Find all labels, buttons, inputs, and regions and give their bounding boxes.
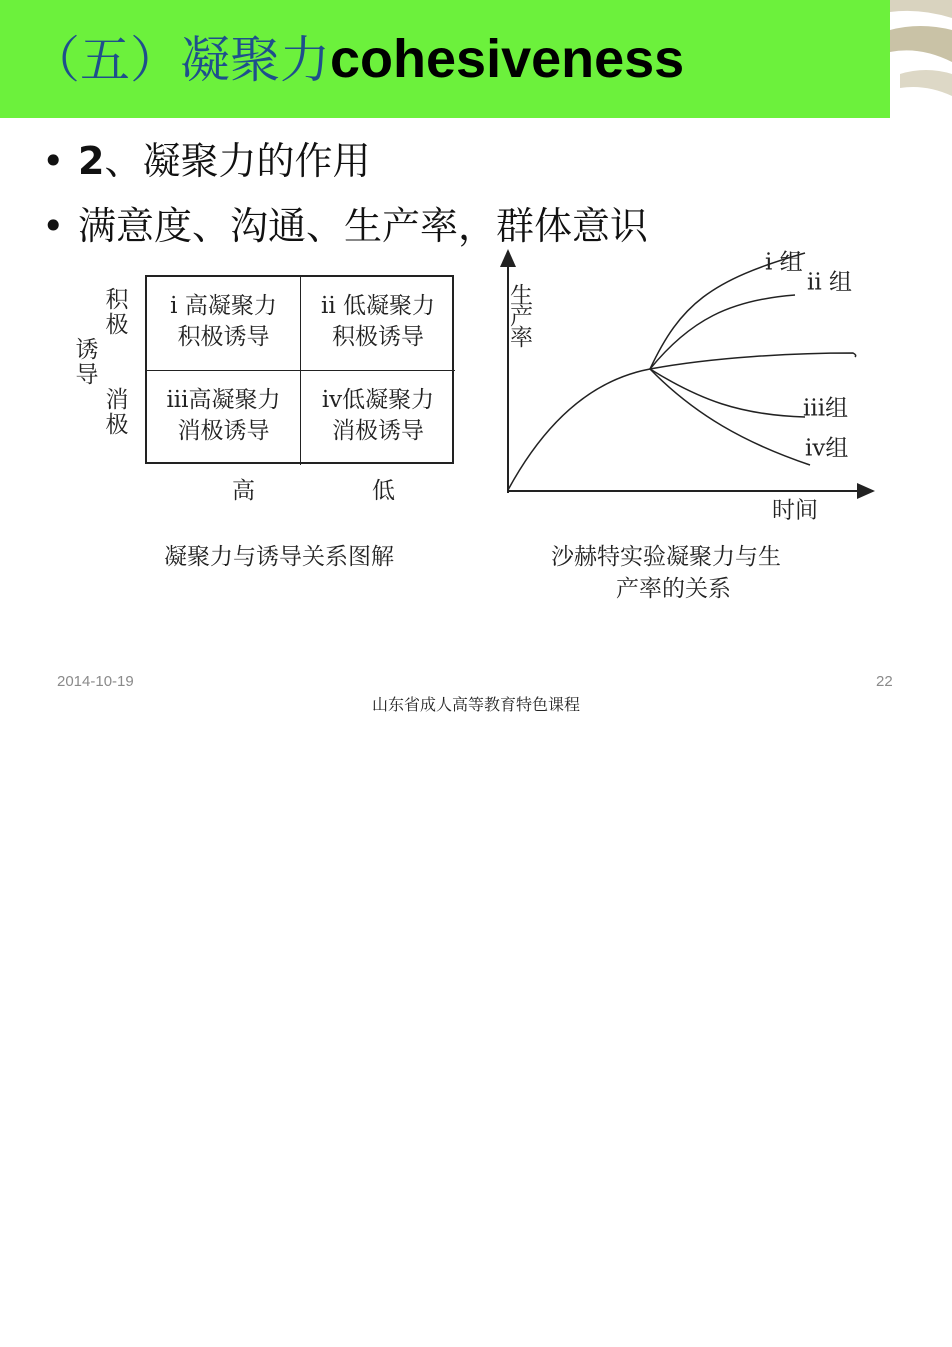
bullet-text: 满意度、沟通、生产率，群体意识: [78, 204, 649, 248]
bullet-item-1: [42, 130, 370, 185]
chart-caption-line1: 沙赫特实验凝聚力与生: [551, 544, 781, 570]
matrix-cell-i: [147, 277, 301, 371]
cell-line2: 消极诱导: [332, 418, 424, 444]
series-label-ii: ii 组: [807, 269, 853, 296]
col-label-low: 低: [372, 478, 395, 504]
slide-title-cn: （五）凝聚力: [30, 31, 330, 89]
corner-decoration: [890, 0, 952, 120]
cell-line2: 积极诱导: [332, 324, 424, 350]
slide-title: [30, 24, 684, 95]
bullet-dot: •: [42, 139, 65, 183]
cell-line1: ii 低凝聚力: [320, 293, 436, 319]
bullet-item-2: [42, 195, 648, 250]
cell-line1: iv低凝聚力: [321, 387, 435, 413]
y-axis-label: 生产率: [506, 283, 532, 346]
footer-date: 2014-10-19: [57, 673, 134, 690]
bullet-number: 2: [78, 139, 105, 183]
matrix-cell-iii: [147, 371, 301, 465]
footer-course-name: 山东省成人高等教育特色课程: [371, 695, 580, 714]
cell-line2: 消极诱导: [177, 418, 270, 444]
matrix-cell-ii: [301, 277, 455, 371]
bullet-dot: •: [42, 204, 65, 248]
bullet-text: 、凝聚力的作用: [104, 139, 371, 183]
cell-line2: 积极诱导: [177, 324, 270, 350]
matrix-cell-iv: [301, 371, 455, 465]
series-label-i: i 组: [765, 249, 803, 276]
series-label-iii: iii组: [803, 395, 849, 422]
col-label-high: 高: [232, 478, 255, 504]
cell-line1: iii高凝聚力: [166, 387, 281, 413]
series-line-common: [508, 369, 650, 490]
row-label-positive: 积极: [105, 287, 129, 338]
series-line-mid: [650, 353, 856, 369]
footer-page-number: 22: [876, 673, 893, 690]
axis-label-induction: 诱导: [75, 337, 99, 388]
cell-line1: i 高凝聚力: [170, 293, 277, 319]
series-line-ii: [650, 295, 795, 369]
slide-title-en: cohesiveness: [330, 29, 685, 89]
row-label-negative: 消极: [105, 387, 129, 438]
cohesion-induction-matrix: [145, 275, 454, 464]
chart-caption-line2: 产率的关系: [616, 576, 731, 602]
matrix-caption: 凝聚力与诱导关系图解: [164, 544, 394, 570]
series-label-iv: iv组: [805, 435, 849, 462]
series-line-iii: [650, 369, 805, 417]
x-axis-label: 时间: [772, 497, 818, 524]
